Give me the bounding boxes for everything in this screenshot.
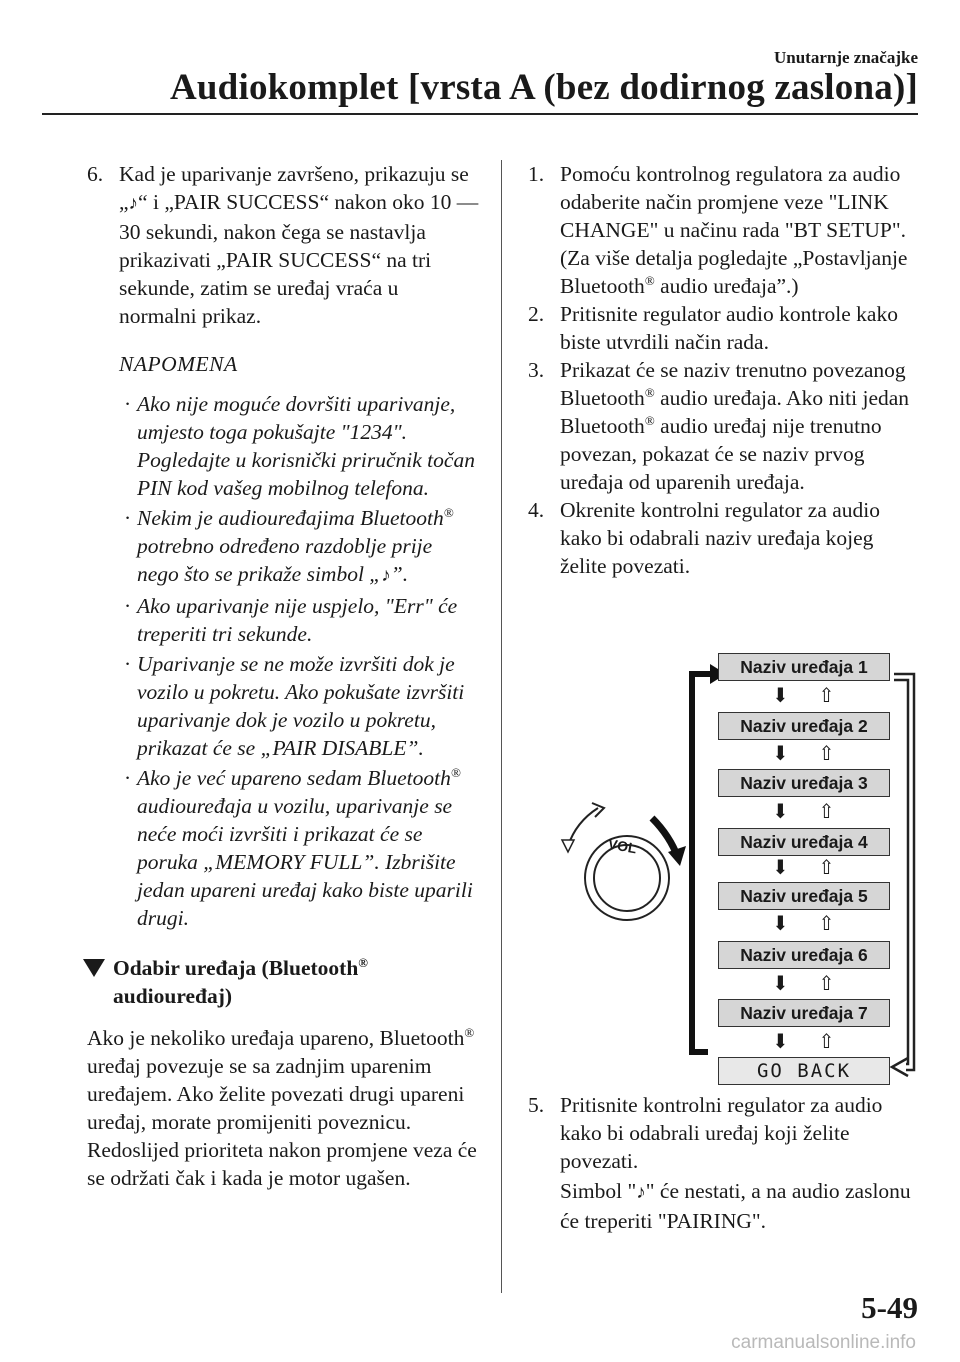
- step-5: 5. Pritisnite kontrolni regulator za audio kako bi odabrali uređaj koji želite povezati. Simbol "♪" će nestati, a na audio zaslonu će treperiti "PAIRING".: [528, 1091, 920, 1235]
- down-arrow-icon: ⬇: [772, 973, 789, 995]
- music-note-icon: ♪: [381, 565, 391, 586]
- page-number: 5-49: [861, 1290, 918, 1325]
- registered-mark: ®: [644, 413, 655, 428]
- device-name-2: Naziv uređaja 2: [718, 712, 890, 740]
- up-arrow-outline-icon: ⇧: [818, 913, 835, 935]
- header-rule: [42, 113, 918, 115]
- step-number: 6.: [87, 162, 104, 186]
- right-column: [528, 160, 920, 580]
- down-arrow-icon: ⬇: [772, 685, 789, 707]
- music-note-icon: ♪: [128, 193, 139, 214]
- diagram-graphics: [540, 640, 930, 1100]
- device-name-7: Naziv uređaja 7: [718, 999, 890, 1027]
- step-3: 3. Prikazat će se naziv trenutno povezanog Bluetooth® audio uređaja. Ako niti jedan Bluetooth® audio uređaj nije trenutno povezan, pokazat će se naziv prvog uređaja od uparenih uređaja.: [528, 358, 910, 494]
- registered-mark: ®: [644, 385, 655, 400]
- vol-label: VOL: [606, 835, 638, 857]
- down-arrow-icon: ⬇: [772, 857, 789, 879]
- loop-up-arrow-icon: [692, 674, 712, 1052]
- loop-back-arrow-icon: [894, 674, 914, 1070]
- section-body: Ako je nekoliko uređaja upareno, Bluetooth® uređaj povezuje se sa zadnjim uparenim uređajem. Ako želite povezati drugi upareni uređaj, morate promijeniti poveznicu. Redoslijed prioriteta nakon promjene veza će se održati čak i kada je motor ugašen.: [87, 1025, 477, 1190]
- column-divider: [501, 160, 502, 1293]
- device-name-6: Naziv uređaja 6: [718, 941, 890, 969]
- up-arrow-outline-icon: ⇧: [818, 973, 835, 995]
- down-arrow-icon: ⬇: [772, 913, 789, 935]
- registered-mark: ®: [450, 765, 461, 780]
- device-name-3: Naziv uređaja 3: [718, 769, 890, 797]
- step-1: 1. Pomoću kontrolnog regulatora za audio odaberite način promjene veze "LINK CHANGE" u načinu rada "BT SETUP". (Za više detalja pogledajte „Postavljanje Bluetooth® audio uređaja”.): [528, 162, 908, 298]
- step-2: 2. Pritisnite regulator audio kontrole kako biste utvrdili način rada.: [528, 302, 898, 354]
- watermark-site: carmanualsonline.info: [731, 1332, 916, 1353]
- down-arrow-icon: ⬇: [772, 1031, 789, 1053]
- note-item-1: · Ako nije moguće dovršiti uparivanje, umjesto toga pokušajte "1234". Pogledajte u korisnički priručnik točan PIN kod vašeg mobilnog telefona.: [124, 392, 475, 500]
- page-title: Audiokomplet [vrsta A (bez dodirnog zaslona)]: [169, 67, 918, 108]
- registered-mark: ®: [644, 273, 655, 288]
- up-arrow-outline-icon: ⇧: [818, 685, 835, 707]
- note-item-5: · Ako je već upareno sedam Bluetooth® audiouređaja u vozilu, uparivanje se neće moći izvršiti i prikazat će se poruka „MEMORY FULL”. Izbrišite jedan upareni uređaj kako biste uparili drugi.: [124, 765, 473, 930]
- registered-mark: ®: [358, 955, 369, 970]
- up-arrow-outline-icon: ⇧: [818, 801, 835, 823]
- up-arrow-outline-icon: ⇧: [818, 743, 835, 765]
- note-item-4: · Uparivanje se ne može izvršiti dok je vozilo u pokretu. Ako pokušate izvršiti uparivanje dok je vozilo u pokretu, prikazat će se „PAIR DISABLE”.: [124, 652, 465, 760]
- note-item-3: · Ako uparivanje nije uspjelo, "Err" će treperiti tri sekunde.: [124, 594, 458, 646]
- up-arrow-outline-icon: ⇧: [818, 1031, 835, 1053]
- device-name-5: Naziv uređaja 5: [718, 882, 890, 910]
- step-4: 4. Okrenite kontrolni regulator za audio kako bi odabrali naziv uređaja kojeg želite povezati.: [528, 498, 881, 578]
- device-name-1: Naziv uređaja 1: [718, 653, 890, 681]
- note-heading: NAPOMENA: [119, 352, 238, 376]
- section-subtitle: Unutarnje značajke: [773, 48, 918, 67]
- step-6: 6. Kad je uparivanje završeno, prikazuju se „♪“ i „PAIR SUCCESS“ nakon oko 10 — 30 sekundi, nakon čega se nastavlja prikazivati „PAIR SUCCESS“ na tri sekunde, zatim se uređaj vraća u normalni prikaz.: [87, 162, 479, 328]
- music-note-icon: ♪: [636, 1182, 646, 1203]
- device-selection-diagram: [540, 640, 930, 1100]
- note-item-2: · Nekim je audiouređajima Bluetooth® potrebno određeno razdoblje prije nego što se prikaže simbol „♪”.: [87, 504, 479, 590]
- registered-mark: ®: [443, 505, 454, 520]
- registered-mark: ®: [464, 1025, 475, 1040]
- go-back-label: GO BACK: [718, 1057, 890, 1085]
- step-5-detail: Simbol "♪" će nestati, a na audio zaslonu će treperiti "PAIRING".: [560, 1179, 911, 1233]
- section-heading: Odabir uređaja (Bluetooth® audiouređaj): [87, 954, 479, 1010]
- down-arrow-icon: ⬇: [772, 801, 789, 823]
- down-arrow-icon: ⬇: [772, 743, 789, 765]
- triangle-marker-icon: [83, 959, 105, 977]
- up-arrow-outline-icon: ⇧: [818, 857, 835, 879]
- device-name-4: Naziv uređaja 4: [718, 828, 890, 856]
- left-column: [87, 160, 479, 1192]
- step-5-block: [528, 1091, 920, 1235]
